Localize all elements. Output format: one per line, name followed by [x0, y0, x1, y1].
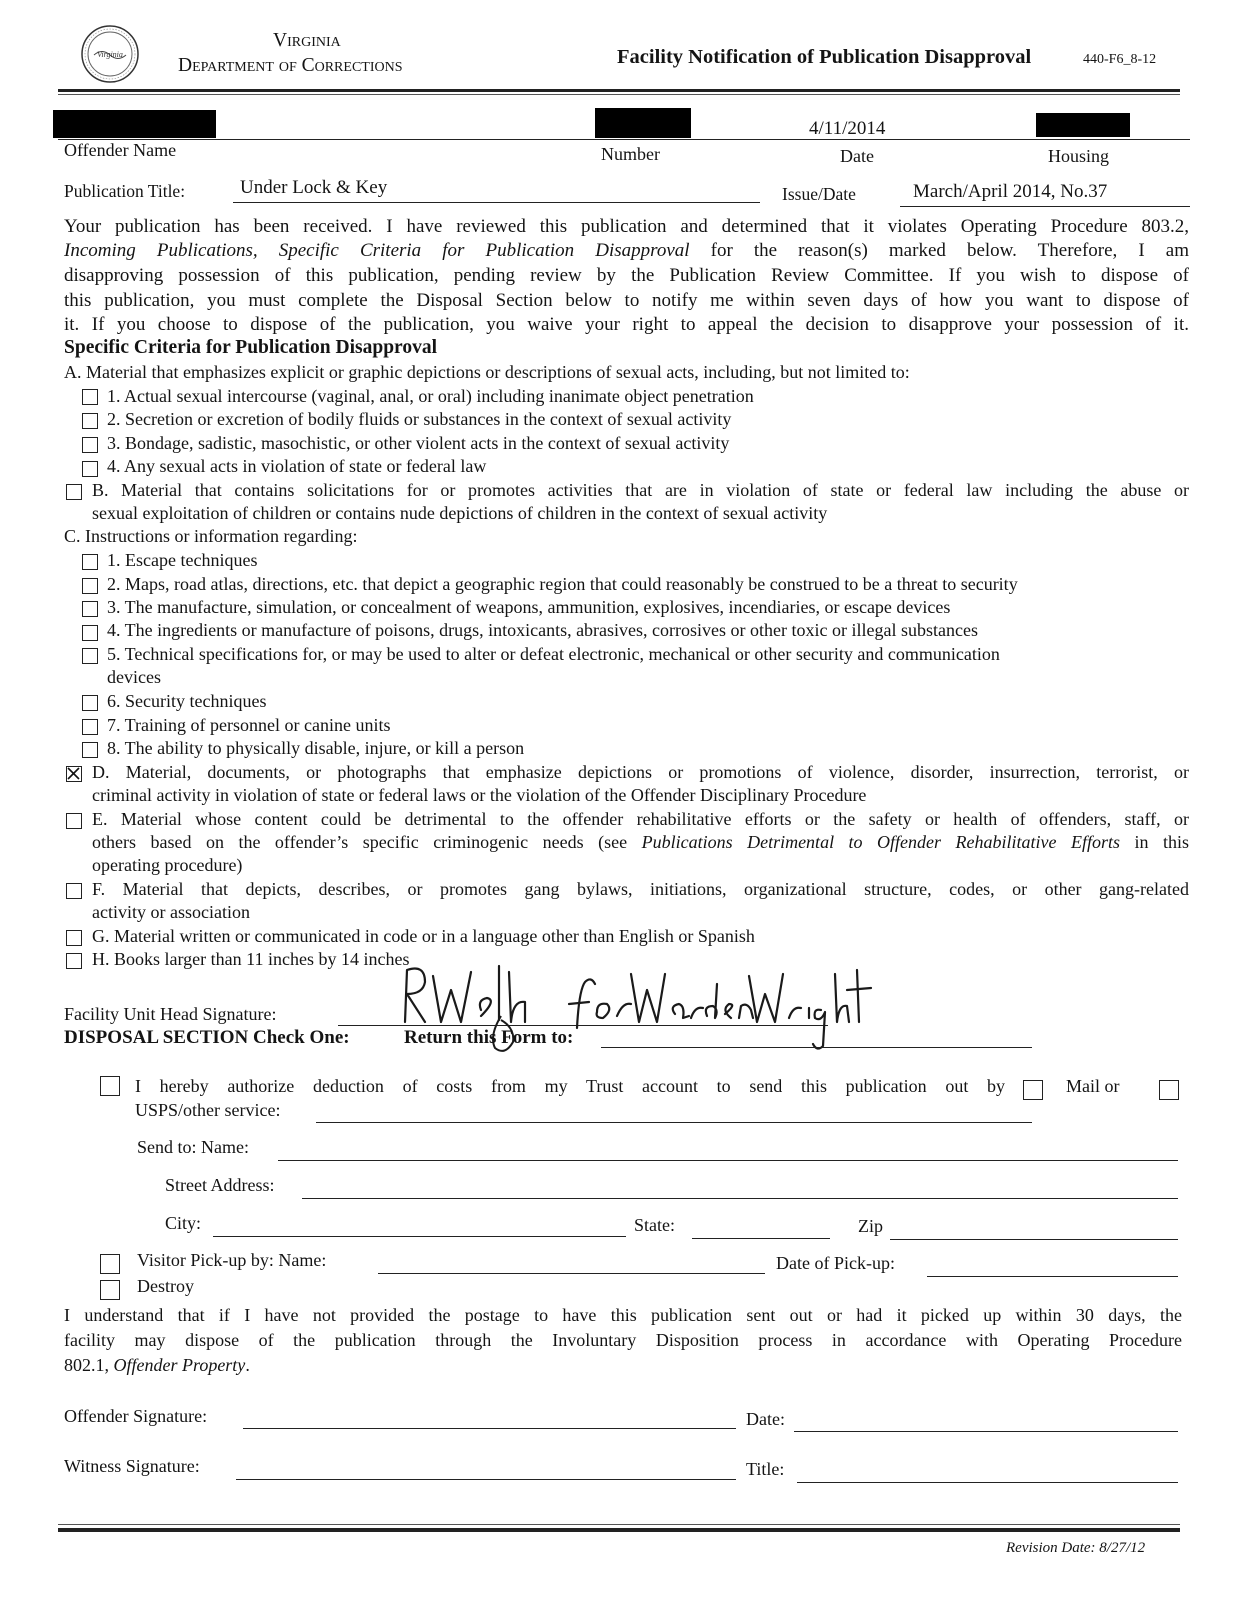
visitor-pickup-label: Visitor Pick-up by: Name:: [137, 1250, 327, 1270]
mail-or-label: Mail or: [1066, 1076, 1120, 1096]
notice-line-3: [64, 1355, 250, 1376]
criteria-c4-label: 4. The ingredients or manufacture of poisons, drugs, intoxicants, abrasives, corrosives or other toxic or illegal substances: [107, 620, 978, 640]
intro-line-3: disapproving possession of this publication, pending review by the Publication Review Committee. If you wish to dispose of: [64, 265, 1189, 286]
checkbox-c2[interactable]: [82, 578, 98, 594]
criteria-c3-label: 3. The manufacture, simulation, or concealment of weapons, ammunition, explosives, incendiaries, or escape devices: [107, 597, 951, 617]
criteria-e-line-1: E. Material whose content could be detrimental to the offender rehabilitative efforts or the safety or health of offenders, staff, or: [92, 809, 1189, 829]
issue-date-label: Issue/Date: [782, 184, 856, 204]
intro-line-2-rest: for the reason(s) marked below. Therefore, I am: [689, 240, 1189, 261]
criteria-c6-label: 6. Security techniques: [107, 691, 267, 711]
disposal-heading: DISPOSAL SECTION Check One:: [64, 1027, 350, 1048]
notice-line-3b: .: [245, 1355, 250, 1375]
intro-line-2: [64, 240, 1189, 262]
criteria-e-line-2b: in this: [1120, 832, 1189, 852]
redacted-offender-number: [595, 108, 691, 138]
header-rule-thick: [58, 89, 1180, 92]
form-title: Facility Notification of Publication Disapproval: [617, 46, 1032, 68]
checkbox-c7[interactable]: [82, 719, 98, 735]
issue-date-line: [900, 206, 1190, 207]
city-label: City:: [165, 1213, 202, 1233]
footer-rule-thick: [58, 1528, 1180, 1532]
criteria-e-line-2: [92, 832, 1189, 853]
witness-signature-line[interactable]: [236, 1479, 736, 1480]
publication-title-line: [233, 202, 760, 203]
state-label: State:: [634, 1215, 675, 1235]
checkbox-c1[interactable]: [82, 554, 98, 570]
criteria-d-line-2: criminal activity in violation of state or federal laws or the violation of the Offender Disciplinary Procedure: [92, 785, 867, 805]
header-rule-thin: [58, 94, 1180, 95]
checkbox-destroy[interactable]: [100, 1280, 120, 1300]
checkbox-visitor-pickup[interactable]: [100, 1254, 120, 1274]
offender-name-label: Offender Name: [64, 140, 177, 160]
notice-line-2: facility may dispose of the publication through the Involuntary Disposition process in accordance with Operating Procedure: [64, 1330, 1182, 1350]
intro-line-4: this publication, you must complete the Disposal Section below to notify me within seven days of how you want to dispose of: [64, 290, 1189, 311]
checkbox-c3[interactable]: [82, 601, 98, 617]
criteria-e-reference: Publications Detrimental to Offender Rehabilitative Efforts: [641, 832, 1120, 852]
offender-date-label: Date:: [746, 1409, 785, 1429]
checkbox-authorize-deduction[interactable]: [100, 1076, 120, 1096]
agency-line1: Virginia: [273, 30, 341, 51]
criteria-e-line-3: operating procedure): [92, 855, 243, 875]
usps-service-line[interactable]: [316, 1122, 1032, 1123]
pickup-date-label: Date of Pick-up:: [776, 1253, 895, 1273]
revision-date: Revision Date: 8/27/12: [1006, 1540, 1146, 1556]
criteria-f-line-1: F. Material that depicts, describes, or promotes gang bylaws, initiations, organizational structure, codes, or other gang-related: [92, 879, 1189, 899]
checkbox-c8[interactable]: [82, 742, 98, 758]
agency-line2: Department of Corrections: [178, 55, 403, 76]
checkbox-h[interactable]: [66, 953, 82, 969]
offender-row-line: [58, 139, 1190, 140]
criteria-a-intro: A. Material that emphasizes explicit or graphic depictions or descriptions of sexual acts, including, but not limited to:: [64, 362, 910, 382]
criteria-b-line-1: B. Material that contains solicitations for or promotes activities that are in violation of state or federal law including the abuse or: [92, 480, 1189, 500]
pickup-date-line[interactable]: [927, 1276, 1178, 1277]
checkbox-g[interactable]: [66, 930, 82, 946]
facility-signature-label: Facility Unit Head Signature:: [64, 1004, 277, 1024]
checkbox-c6[interactable]: [82, 695, 98, 711]
criteria-e-line-2a: others based on the offender’s specific criminogenic needs (see: [92, 832, 642, 852]
intro-procedure-title: Incoming Publications, Specific Criteria for Publication Disapproval: [64, 240, 690, 261]
state-line[interactable]: [692, 1238, 830, 1239]
zip-line[interactable]: [890, 1239, 1178, 1240]
criteria-c1-label: 1. Escape techniques: [107, 550, 258, 570]
street-address-label: Street Address:: [165, 1175, 275, 1195]
checkbox-a3[interactable]: [82, 437, 98, 453]
footer-rule-thin: [58, 1524, 1180, 1525]
criteria-c5-label-cont: devices: [107, 667, 161, 687]
criteria-a3-label: 3. Bondage, sadistic, masochistic, or other violent acts in the context of sexual activity: [107, 433, 730, 453]
criteria-f-line-2: activity or association: [92, 902, 250, 922]
witness-title-line[interactable]: [797, 1482, 1178, 1483]
redacted-housing: [1036, 113, 1130, 137]
criteria-b-line-2: sexual exploitation of children or contains nude depictions of children in the context of sexual activity: [92, 503, 828, 523]
number-label: Number: [601, 144, 660, 164]
svg-text:Virginia: Virginia: [97, 50, 123, 59]
intro-line-1: Your publication has been received. I have reviewed this publication and determined that it violates Operating Procedure 803.2,: [64, 216, 1189, 237]
criteria-c7-label: 7. Training of personnel or canine units: [107, 715, 391, 735]
issue-date-value[interactable]: March/April 2014, No.37: [913, 181, 1108, 202]
witness-signature-label: Witness Signature:: [64, 1456, 200, 1476]
criteria-c2-label: 2. Maps, road atlas, directions, etc. that depict a geographic region that could reasonably be construed to be a threat to security: [107, 574, 1018, 594]
criteria-h-label: H. Books larger than 11 inches by 14 inches: [92, 949, 410, 969]
offender-date-line[interactable]: [794, 1431, 1178, 1432]
criteria-a2-label: 2. Secretion or excretion of bodily fluids or substances in the context of sexual activity: [107, 409, 732, 429]
authorize-line-1: I hereby authorize deduction of costs from my Trust account to send this publication out by: [135, 1076, 1005, 1096]
checkbox-usps-other[interactable]: [1159, 1080, 1179, 1100]
offender-signature-label: Offender Signature:: [64, 1406, 208, 1426]
visitor-name-line[interactable]: [378, 1273, 765, 1274]
form-number: 440-F6_8-12: [1083, 52, 1157, 67]
criteria-heading: Specific Criteria for Publication Disapproval: [64, 337, 438, 358]
criteria-a1-label: 1. Actual sexual intercourse (vaginal, anal, or oral) including inanimate object penetration: [107, 386, 754, 406]
notice-line-1: I understand that if I have not provided the postage to have this publication sent out or had it picked up within 30 days, the: [64, 1305, 1182, 1325]
criteria-c8-label: 8. The ability to physically disable, injure, or kill a person: [107, 738, 525, 758]
checkbox-mail[interactable]: [1023, 1080, 1043, 1100]
date-label: Date: [840, 146, 874, 166]
checkbox-f[interactable]: [66, 883, 82, 899]
virginia-seal-icon: [80, 24, 140, 84]
notice-line-3a: 802.1,: [64, 1355, 114, 1375]
offender-signature-line[interactable]: [243, 1428, 736, 1429]
intro-line-5: it. If you choose to dispose of the publication, you waive your right to appeal the decision to disapprove your possession of it.: [64, 314, 1189, 335]
witness-title-label: Title:: [746, 1459, 785, 1479]
checkmark-x-icon: [67, 767, 80, 780]
checkbox-a1[interactable]: [82, 389, 98, 405]
send-to-name-label: Send to: Name:: [137, 1137, 249, 1157]
housing-label: Housing: [1048, 146, 1110, 166]
checkbox-b[interactable]: [66, 484, 82, 500]
checkbox-e[interactable]: [66, 813, 82, 829]
checkbox-c5[interactable]: [82, 648, 98, 664]
checkbox-a4[interactable]: [82, 461, 98, 477]
publication-title-value[interactable]: Under Lock & Key: [240, 177, 388, 198]
street-address-line[interactable]: [302, 1198, 1178, 1199]
date-value: 4/11/2014: [809, 118, 886, 139]
redacted-offender-name: [53, 110, 216, 138]
criteria-c5-label: 5. Technical specifications for, or may be used to alter or defeat electronic, mechanical or other security and communication: [107, 644, 1000, 664]
checkbox-c4[interactable]: [82, 625, 98, 641]
return-form-line: [601, 1047, 1032, 1048]
criteria-c-intro: C. Instructions or information regarding:: [64, 526, 358, 546]
checkbox-a2[interactable]: [82, 413, 98, 429]
send-to-name-line[interactable]: [278, 1160, 1178, 1161]
return-form-label: Return this Form to:: [404, 1027, 574, 1048]
city-line[interactable]: [213, 1236, 626, 1237]
notice-procedure-title: Offender Property: [113, 1355, 246, 1375]
authorize-line-2: USPS/other service:: [135, 1100, 281, 1120]
destroy-label: Destroy: [137, 1276, 194, 1296]
zip-label: Zip: [858, 1216, 883, 1236]
criteria-a4-label: 4. Any sexual acts in violation of state or federal law: [107, 456, 487, 476]
criteria-d-line-1: D. Material, documents, or photographs that emphasize depictions or promotions of violence, disorder, insurrection, terrorist, or: [92, 762, 1189, 782]
publication-title-label: Publication Title:: [64, 181, 186, 201]
criteria-g-label: G. Material written or communicated in code or in a language other than English or Spanish: [92, 926, 755, 946]
checkbox-d-checked[interactable]: [66, 766, 82, 782]
